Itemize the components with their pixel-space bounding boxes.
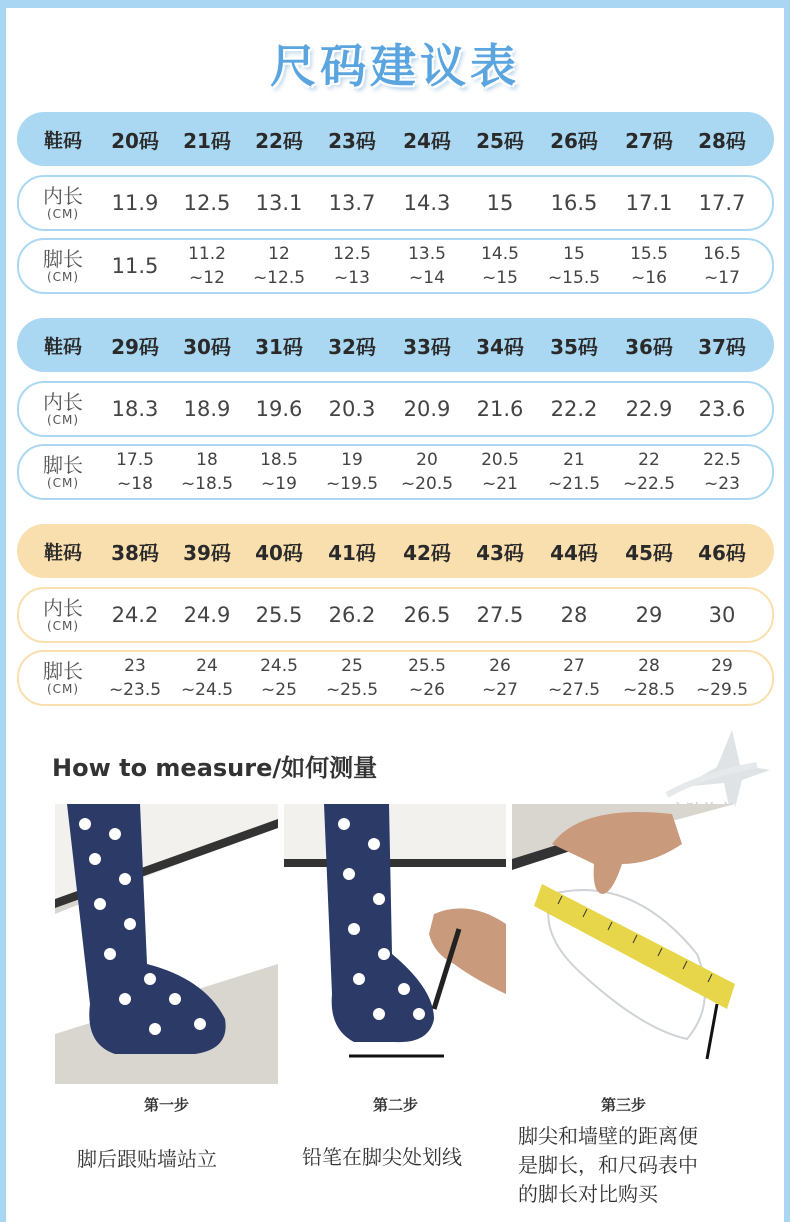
inner-length-cell: 22.9	[625, 397, 673, 421]
shoe-size-cell: 20码	[111, 128, 159, 153]
shoe-size-cell: 29码	[111, 334, 159, 359]
size-header-row	[17, 112, 774, 166]
step2-caption: 铅笔在脚尖处划线	[302, 1145, 462, 1169]
foot-length-min: 25.5	[408, 656, 446, 676]
inner-length-cell: 17.1	[625, 191, 673, 215]
inner-length-row	[17, 587, 774, 643]
foot-length-max: ~18.5	[180, 474, 234, 494]
foot-length-min: 24	[196, 656, 218, 676]
step3-caption-line3: 的脚长对比购买	[518, 1182, 658, 1206]
foot-length-max: ~27	[482, 680, 518, 700]
shoe-size-cell: 30码	[183, 334, 231, 359]
foot-length-cell	[611, 652, 687, 704]
inner-length-cell: 28	[560, 603, 588, 627]
foot-length-cell	[169, 652, 245, 704]
foot-length-min: 11.2	[188, 244, 226, 264]
foot-length-min: 15	[563, 244, 585, 264]
foot-length-cell	[389, 446, 465, 498]
inner-length-label-text: 内长	[43, 184, 83, 208]
foot-length-min: 26	[489, 656, 511, 676]
frame-right	[784, 0, 790, 1222]
foot-length-min: 18.5	[260, 450, 298, 470]
foot-length-min: 23	[124, 656, 146, 676]
foot-length-min: 20	[416, 450, 438, 470]
step1-caption: 脚后跟贴墙站立	[77, 1147, 217, 1171]
inner-length-cell: 14.3	[403, 191, 451, 215]
foot-length-cell	[536, 240, 612, 292]
foot-length-max: ~29.5	[695, 680, 749, 700]
foot-length-max: ~15	[482, 268, 518, 288]
foot-length-max: ~24.5	[180, 680, 234, 700]
step2-label: 第二步	[372, 1096, 418, 1114]
foot-length-max: ~21	[482, 474, 518, 494]
inner-length-cell: 20.3	[328, 397, 376, 421]
inner-length-cell: 17.7	[698, 191, 746, 215]
inner-length-cell: 24.9	[183, 603, 231, 627]
inner-length-cell: 22.2	[550, 397, 598, 421]
foot-length-min: 20.5	[481, 450, 519, 470]
foot-length-min: 15.5	[630, 244, 668, 264]
foot-length-min: 22.5	[703, 450, 741, 470]
foot-length-label-text: 脚长	[43, 659, 83, 683]
inner-length-label	[29, 177, 97, 229]
inner-length-cell: 18.9	[183, 397, 231, 421]
shoe-size-cell: 43码	[476, 540, 524, 565]
step3-photo	[512, 804, 735, 1084]
foot-length-cell	[314, 652, 390, 704]
foot-length-min: 13.5	[408, 244, 446, 264]
shoe-size-cell: 33码	[403, 334, 451, 359]
foot-length-min: 16.5	[703, 244, 741, 264]
inner-length-cell: 13.1	[255, 191, 303, 215]
foot-length-max: ~19	[261, 474, 297, 494]
shoe-size-cell: 21码	[183, 128, 231, 153]
inner-length-label-text: 内长	[43, 390, 83, 414]
shoe-size-cell: 37码	[698, 334, 746, 359]
foot-length-row	[17, 444, 774, 500]
inner-length-cell: 15	[486, 191, 514, 215]
foot-length-max: ~13	[334, 268, 370, 288]
shoe-size-cell: 39码	[183, 540, 231, 565]
inner-length-unit: (CM)	[46, 619, 80, 633]
foot-length-min: 22	[638, 450, 660, 470]
tape-measure-image	[512, 804, 735, 1084]
step1-photo	[55, 804, 278, 1084]
foot-length-max: ~18	[117, 474, 153, 494]
shoe-size-label: 鞋码	[43, 335, 82, 358]
foot-length-min: 29	[711, 656, 733, 676]
foot-length-label-text: 脚长	[43, 453, 83, 477]
shoe-size-cell: 42码	[403, 540, 451, 565]
foot-length-min: 19	[341, 450, 363, 470]
foot-length-max: ~21.5	[547, 474, 601, 494]
foot-length-max: ~16	[631, 268, 667, 288]
foot-length-row	[17, 238, 774, 294]
foot-length-max: ~25	[261, 680, 297, 700]
foot-length-min: 12	[268, 244, 290, 264]
foot-length-max: ~28.5	[622, 680, 676, 700]
foot-length-cell	[389, 240, 465, 292]
page-title: 尺码建议表	[270, 39, 520, 93]
foot-length-cell	[241, 652, 317, 704]
foot-length-max: ~25.5	[325, 680, 379, 700]
shoe-size-cell: 22码	[255, 128, 303, 153]
foot-length-min: 28	[638, 656, 660, 676]
shoe-size-cell: 34码	[476, 334, 524, 359]
inner-length-cell: 13.7	[328, 191, 376, 215]
inner-length-cell: 23.6	[698, 397, 746, 421]
inner-length-cell: 30	[708, 603, 736, 627]
shoe-size-cell: 27码	[625, 128, 673, 153]
inner-length-cell: 20.9	[403, 397, 451, 421]
foot-length-cell	[611, 446, 687, 498]
inner-length-cell: 21.6	[476, 397, 524, 421]
foot-length-unit: (CM)	[46, 476, 80, 490]
inner-length-cell: 11.9	[111, 191, 159, 215]
foot-length-max: ~19.5	[325, 474, 379, 494]
inner-length-cell: 12.5	[183, 191, 231, 215]
size-header-row	[17, 318, 774, 372]
foot-length-max: ~15.5	[547, 268, 601, 288]
shoe-size-cell: 40码	[255, 540, 303, 565]
foot-against-wall-image	[55, 804, 278, 1084]
foot-length-cell	[462, 446, 538, 498]
foot-length-label	[29, 446, 97, 498]
foot-length-min: 24.5	[260, 656, 298, 676]
foot-length-max: ~20.5	[400, 474, 454, 494]
foot-length-cell	[97, 446, 173, 498]
foot-length-cell	[241, 446, 317, 498]
foot-length-max: ~22.5	[622, 474, 676, 494]
shoe-size-cell: 32码	[328, 334, 376, 359]
inner-length-cell: 29	[635, 603, 663, 627]
foot-length-min: 27	[563, 656, 585, 676]
shoe-size-cell: 41码	[328, 540, 376, 565]
pencil-mark-image	[284, 804, 506, 1084]
step2-photo	[284, 804, 506, 1084]
shoe-size-cell: 25码	[476, 128, 524, 153]
foot-length-cell	[241, 240, 317, 292]
foot-length-max: ~26	[409, 680, 445, 700]
foot-length-cell	[536, 446, 612, 498]
inner-length-cell: 24.2	[111, 603, 159, 627]
size-header-row	[17, 524, 774, 578]
frame-top	[0, 0, 790, 8]
foot-length-max: ~23	[704, 474, 740, 494]
step3-label: 第三步	[600, 1096, 646, 1114]
foot-length-min: 18	[196, 450, 218, 470]
foot-length-cell	[462, 652, 538, 704]
foot-length-min: 21	[563, 450, 585, 470]
shoe-size-cell: 31码	[255, 334, 303, 359]
inner-length-cell: 16.5	[550, 191, 598, 215]
foot-length-cell	[389, 652, 465, 704]
shoe-size-label: 鞋码	[43, 129, 82, 152]
step3-caption-line2: 是脚长，和尺码表中	[518, 1153, 698, 1177]
shoe-size-cell: 28码	[698, 128, 746, 153]
foot-length-min: 25	[341, 656, 363, 676]
foot-length-max: ~23.5	[108, 680, 162, 700]
foot-length-label	[29, 240, 97, 292]
foot-length-label	[29, 652, 97, 704]
foot-length-label-text: 脚长	[43, 247, 83, 271]
foot-length-max: ~17	[704, 268, 740, 288]
foot-length-cell	[314, 240, 390, 292]
foot-length-max: ~12	[189, 268, 225, 288]
inner-length-row	[17, 381, 774, 437]
foot-length-unit: (CM)	[46, 682, 80, 696]
foot-length-cell	[314, 446, 390, 498]
shoe-size-label: 鞋码	[43, 541, 82, 564]
step3-caption-line1: 脚尖和墙壁的距离便	[518, 1124, 698, 1148]
foot-length-min: 14.5	[481, 244, 519, 264]
shoe-size-cell: 26码	[550, 128, 598, 153]
inner-length-label	[29, 383, 97, 435]
shoe-size-cell: 38码	[111, 540, 159, 565]
foot-length-unit: (CM)	[46, 270, 80, 284]
foot-length-cell	[684, 446, 760, 498]
foot-length-cell	[684, 652, 760, 704]
foot-length-row	[17, 650, 774, 706]
shoe-size-cell: 45码	[625, 540, 673, 565]
shoe-size-cell: 35码	[550, 334, 598, 359]
inner-length-row	[17, 175, 774, 231]
shoe-size-cell: 46码	[698, 540, 746, 565]
foot-length-cell	[536, 652, 612, 704]
foot-length-min: 17.5	[116, 450, 154, 470]
foot-length-max: ~12.5	[252, 268, 306, 288]
frame-left	[0, 0, 6, 1222]
shoe-size-cell: 23码	[328, 128, 376, 153]
inner-length-label	[29, 589, 97, 641]
foot-length-max: ~14	[409, 268, 445, 288]
inner-length-cell: 18.3	[111, 397, 159, 421]
foot-length-cell	[97, 240, 173, 292]
inner-length-label-text: 内长	[43, 596, 83, 620]
inner-length-cell: 26.5	[403, 603, 451, 627]
foot-length-cell	[169, 446, 245, 498]
inner-length-cell: 27.5	[476, 603, 524, 627]
foot-length-cell	[462, 240, 538, 292]
foot-length-min: 12.5	[333, 244, 371, 264]
inner-length-cell: 25.5	[255, 603, 303, 627]
shoe-size-cell: 36码	[625, 334, 673, 359]
foot-length-cell	[611, 240, 687, 292]
step1-label: 第一步	[143, 1096, 189, 1114]
inner-length-unit: (CM)	[46, 207, 80, 221]
foot-length-cell	[97, 652, 173, 704]
foot-length-max: ~27.5	[547, 680, 601, 700]
inner-length-cell: 26.2	[328, 603, 376, 627]
shoe-size-cell: 24码	[403, 128, 451, 153]
inner-length-cell: 19.6	[255, 397, 303, 421]
foot-length-cell	[169, 240, 245, 292]
step3-caption	[518, 1122, 698, 1209]
how-to-measure-heading: How to measure/如何测量	[52, 754, 378, 782]
foot-length-min: 11.5	[111, 254, 159, 278]
inner-length-unit: (CM)	[46, 413, 80, 427]
foot-length-cell	[684, 240, 760, 292]
shoe-size-cell: 44码	[550, 540, 598, 565]
